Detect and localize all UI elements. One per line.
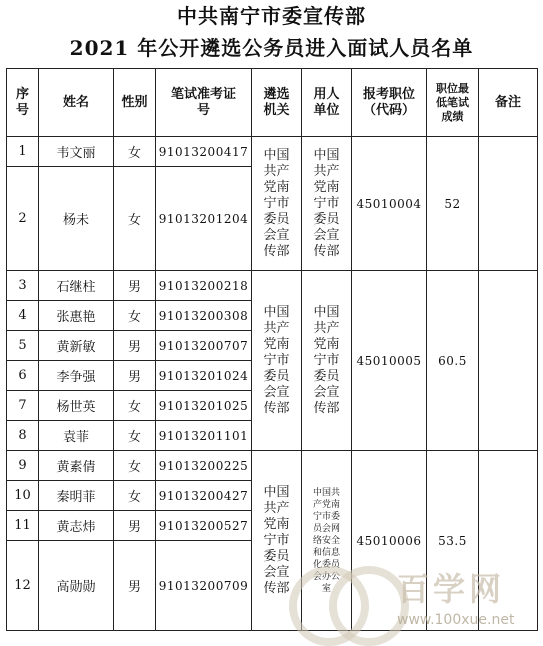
cell-unit: 中国 共产 党南 宁市 委员 会宣 传部 bbox=[302, 137, 352, 271]
cell-name: 杨世英 bbox=[39, 391, 114, 421]
cell-seq: 8 bbox=[7, 421, 39, 451]
cell-gender: 女 bbox=[114, 167, 156, 271]
cell-seq: 6 bbox=[7, 361, 39, 391]
cell-position: 45010004 bbox=[352, 137, 427, 271]
header-remark: 备注 bbox=[479, 69, 538, 137]
cell-remark bbox=[479, 271, 538, 451]
header-agency: 遴选 机关 bbox=[252, 69, 302, 137]
header-position: 报考职位 （代码） bbox=[352, 69, 427, 137]
cell-gender: 男 bbox=[114, 331, 156, 361]
cell-agency: 中国 共产 党南 宁市 委员 会宣 传部 bbox=[252, 137, 302, 271]
header-gender: 性别 bbox=[114, 69, 156, 137]
watermark-url: www.100xue.net bbox=[397, 612, 515, 628]
header-unit: 用人 单位 bbox=[302, 69, 352, 137]
cell-position: 45010005 bbox=[352, 271, 427, 451]
cell-seq: 12 bbox=[7, 541, 39, 631]
cell-seq: 4 bbox=[7, 301, 39, 331]
table-row bbox=[7, 137, 538, 167]
page-title: 中共南宁市委宣传部 bbox=[177, 4, 366, 28]
header-name: 姓名 bbox=[39, 69, 114, 137]
cell-exam-no: 91013200707 bbox=[156, 331, 252, 361]
cell-gender: 女 bbox=[114, 421, 156, 451]
cell-name: 黄素倩 bbox=[39, 451, 114, 481]
cell-gender: 女 bbox=[114, 301, 156, 331]
cell-position: 45010006 bbox=[352, 451, 427, 631]
cell-seq: 3 bbox=[7, 271, 39, 301]
cell-exam-no: 91013201025 bbox=[156, 391, 252, 421]
cell-name: 李争强 bbox=[39, 361, 114, 391]
cell-name: 黄志炜 bbox=[39, 511, 114, 541]
cell-name: 秦明菲 bbox=[39, 481, 114, 511]
cell-seq: 10 bbox=[7, 481, 39, 511]
cell-exam-no: 91013201204 bbox=[156, 167, 252, 271]
cell-exam-no: 91013200308 bbox=[156, 301, 252, 331]
cell-exam-no: 91013200527 bbox=[156, 511, 252, 541]
cell-remark bbox=[479, 451, 538, 631]
watermark-text: 百学网 bbox=[397, 570, 506, 608]
cell-exam-no: 91013200427 bbox=[156, 481, 252, 511]
cell-seq: 9 bbox=[7, 451, 39, 481]
cell-gender: 男 bbox=[114, 271, 156, 301]
table-row bbox=[7, 451, 538, 481]
cell-name: 石继柱 bbox=[39, 271, 114, 301]
table-row bbox=[7, 271, 538, 301]
cell-exam-no: 91013201101 bbox=[156, 421, 252, 451]
cell-exam-no: 91013200218 bbox=[156, 271, 252, 301]
cell-name: 韦文丽 bbox=[39, 137, 114, 167]
cell-min-score: 53.5 bbox=[427, 451, 479, 631]
cell-name: 黄新敏 bbox=[39, 331, 114, 361]
cell-gender: 男 bbox=[114, 361, 156, 391]
cell-gender: 女 bbox=[114, 391, 156, 421]
cell-exam-no: 91013201024 bbox=[156, 361, 252, 391]
header-min-score: 职位最 低笔试 成绩 bbox=[427, 69, 479, 137]
cell-remark bbox=[479, 137, 538, 271]
cell-unit: 中国共 产党南 宁市委 员会网 络安全 和信息 化委员 会办公 室 bbox=[302, 451, 352, 631]
cell-name: 杨未 bbox=[39, 167, 114, 271]
cell-exam-no: 91013200225 bbox=[156, 451, 252, 481]
cell-exam-no: 91013200417 bbox=[156, 137, 252, 167]
cell-min-score: 52 bbox=[427, 137, 479, 271]
header-seq: 序 号 bbox=[7, 69, 39, 137]
cell-seq: 1 bbox=[7, 137, 39, 167]
cell-seq: 2 bbox=[7, 167, 39, 271]
page-subtitle: 2021 年公开遴选公务员进入面试人员名单 bbox=[69, 36, 474, 60]
cell-agency: 中国 共产 党南 宁市 委员 会宣 传部 bbox=[252, 271, 302, 451]
cell-name: 张惠艳 bbox=[39, 301, 114, 331]
cell-seq: 5 bbox=[7, 331, 39, 361]
cell-name: 袁菲 bbox=[39, 421, 114, 451]
cell-gender: 女 bbox=[114, 451, 156, 481]
cell-gender: 男 bbox=[114, 511, 156, 541]
cell-gender: 女 bbox=[114, 137, 156, 167]
cell-agency: 中国 共产 党南 宁市 委员 会宣 传部 bbox=[252, 451, 302, 631]
cell-gender: 男 bbox=[114, 541, 156, 631]
candidate-table bbox=[6, 68, 538, 631]
cell-exam-no: 91013200709 bbox=[156, 541, 252, 631]
cell-name: 高勋勋 bbox=[39, 541, 114, 631]
cell-gender: 女 bbox=[114, 481, 156, 511]
cell-seq: 11 bbox=[7, 511, 39, 541]
header-exam-no: 笔试准考证 号 bbox=[156, 69, 252, 137]
cell-seq: 7 bbox=[7, 391, 39, 421]
cell-unit: 中国 共产 党南 宁市 委员 会宣 传部 bbox=[302, 271, 352, 451]
cell-min-score: 60.5 bbox=[427, 271, 479, 451]
